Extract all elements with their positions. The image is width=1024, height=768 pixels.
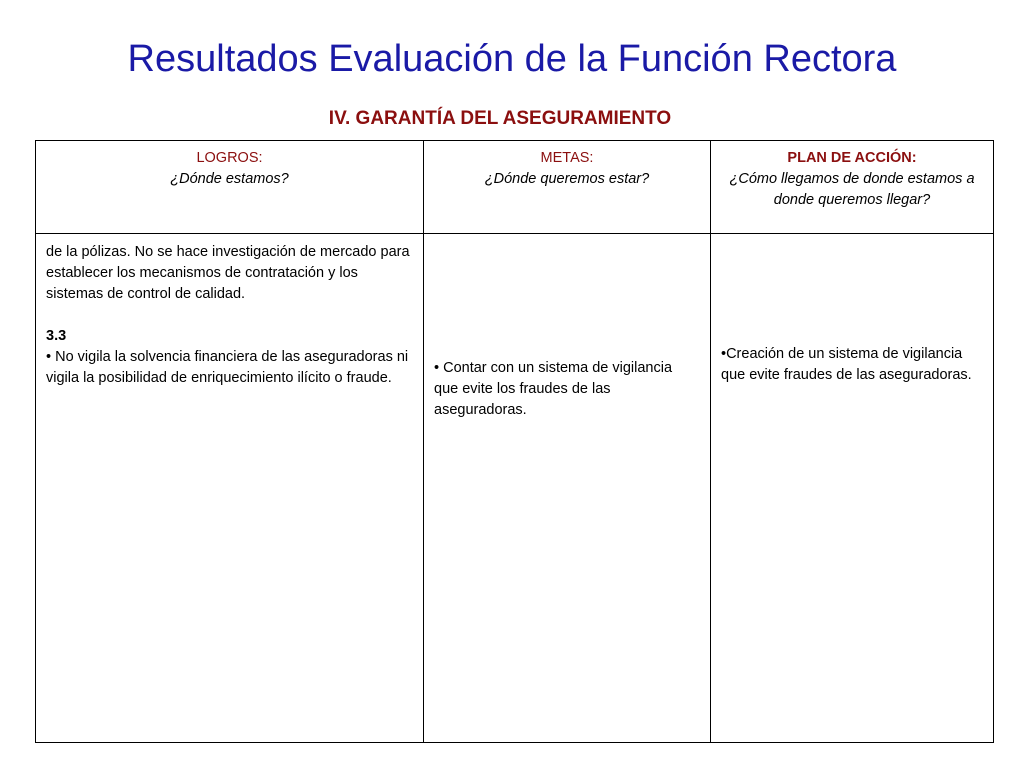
metas-cell xyxy=(424,234,711,743)
logros-item-text: • No vigila la solvencia financiera de las aseguradoras ni vigila la posibilidad de enriquecimiento ilícito o fraude. xyxy=(46,349,409,387)
logros-cell xyxy=(36,234,424,743)
header-cell-metas xyxy=(424,141,711,234)
header-sub-metas: ¿Dónde queremos estar? xyxy=(484,171,650,188)
plan-text: •Creación de un sistema de vigilancia que evite fraudes de las aseguradoras. xyxy=(721,346,972,384)
table-header-row xyxy=(36,141,994,234)
header-cell-logros xyxy=(36,141,424,234)
logros-item-number: 3.3 xyxy=(46,328,67,345)
header-label-logros: LOGROS: xyxy=(196,150,263,166)
header-label-metas: METAS: xyxy=(540,150,594,166)
header-sub-plan: ¿Cómo llegamos de donde estamos a donde queremos llegar? xyxy=(729,171,975,209)
metas-text: • Contar con un sistema de vigilancia que evite los fraudes de las aseguradoras. xyxy=(434,360,673,419)
slide-title: Resultados Evaluación de la Función Rectora xyxy=(127,38,897,80)
evaluation-table xyxy=(35,140,994,743)
table-body-row xyxy=(36,234,994,743)
header-label-plan: PLAN DE ACCIÓN: xyxy=(787,150,917,166)
header-sub-logros: ¿Dónde estamos? xyxy=(170,171,289,188)
logros-intro-text: de la pólizas. No se hace investigación de mercado para establecer los mecanismos de contratación y los sistemas de control de calidad. xyxy=(46,244,410,303)
header-cell-plan xyxy=(711,141,994,234)
plan-cell xyxy=(711,234,994,743)
section-title: IV. GARANTÍA DEL ASEGURAMIENTO xyxy=(328,108,672,129)
